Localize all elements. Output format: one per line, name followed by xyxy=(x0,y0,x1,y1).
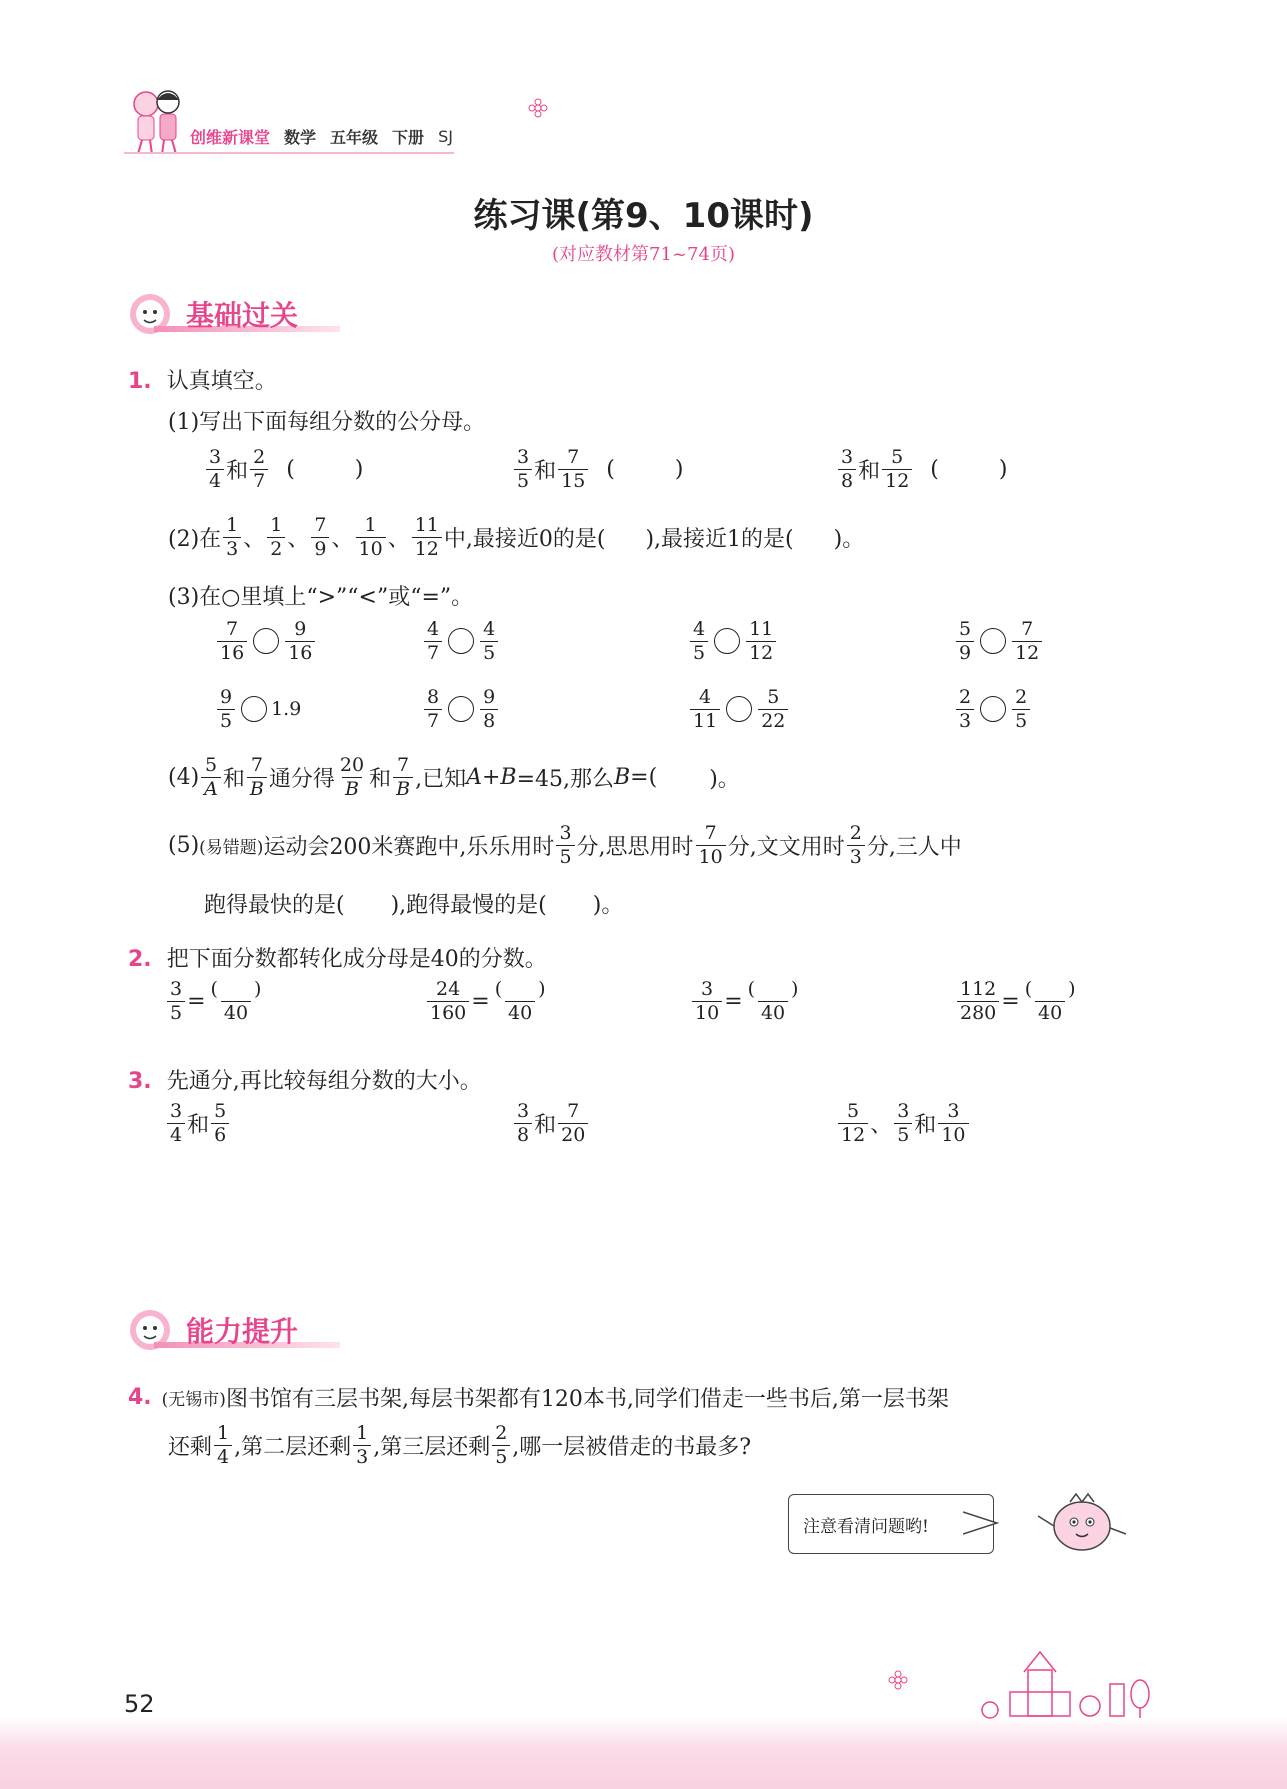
numerator: 2 xyxy=(849,822,862,844)
paren-close: ) xyxy=(791,978,799,1000)
denominator: 2 xyxy=(267,537,285,561)
flower-icon xyxy=(888,1670,908,1690)
denominator: 7 xyxy=(424,641,442,665)
text-segment: 分,文文用时 xyxy=(727,834,845,860)
denominator: 10 xyxy=(696,845,726,869)
castle-illustration xyxy=(950,1650,1170,1720)
compare-circle[interactable] xyxy=(241,696,267,722)
text-segment: ,已知 xyxy=(415,766,467,792)
fraction xyxy=(424,618,442,665)
fraction xyxy=(393,754,413,801)
denominator: 10 xyxy=(938,1123,968,1147)
fraction xyxy=(956,618,974,665)
fraction xyxy=(492,1422,510,1469)
denominator: 15 xyxy=(558,469,588,493)
compare-circle[interactable] xyxy=(726,696,752,722)
numerator: 2 xyxy=(495,1422,508,1444)
separator: 、 xyxy=(331,526,354,552)
fraction xyxy=(838,1100,868,1147)
numerator: 1 xyxy=(270,514,283,536)
denominator: 7 xyxy=(250,469,268,493)
variable-b: B xyxy=(500,764,517,790)
denominator: 5 xyxy=(492,1445,510,1469)
page-title: 练习课(第9、10课时) xyxy=(473,196,814,236)
common-denominator-pair xyxy=(512,446,683,493)
header-kids-illustration xyxy=(124,84,188,156)
compare-group xyxy=(165,1100,231,1147)
text-segment: 通分得 xyxy=(268,766,335,792)
source-tag: (无锡市) xyxy=(161,1390,226,1410)
numerator: 11 xyxy=(749,618,774,640)
compare-circle[interactable] xyxy=(448,628,474,654)
denominator: 4 xyxy=(214,1445,232,1469)
numerator: 3 xyxy=(559,822,572,844)
fraction xyxy=(758,686,788,733)
q4-line2 xyxy=(168,1422,751,1469)
compare-circle[interactable] xyxy=(714,628,740,654)
compare-item xyxy=(215,686,301,733)
denominator: 12 xyxy=(412,537,442,561)
equals-sign: = xyxy=(724,988,743,1014)
denominator: 6 xyxy=(211,1123,229,1147)
target-fraction xyxy=(745,978,802,1025)
fraction xyxy=(223,514,241,561)
fraction xyxy=(480,686,498,733)
fraction xyxy=(692,978,722,1025)
and-text: 和 xyxy=(858,458,881,484)
text-segment: )。 xyxy=(709,766,740,792)
compare-item xyxy=(688,618,778,665)
compare-item xyxy=(422,686,500,733)
denominator: 9 xyxy=(956,641,974,665)
numerator: 9 xyxy=(294,618,307,640)
fraction xyxy=(201,754,221,801)
numerator: 2 xyxy=(253,446,266,468)
text-segment: =45,那么 xyxy=(516,766,614,792)
numerator: 3 xyxy=(841,446,854,468)
numerator: 7 xyxy=(1021,618,1034,640)
tip-text: 注意看清问题哟! xyxy=(803,1516,929,1537)
compare-circle[interactable] xyxy=(448,696,474,722)
fraction xyxy=(311,514,329,561)
denominator: 160 xyxy=(427,1001,469,1025)
fraction xyxy=(167,1100,185,1147)
footer-band xyxy=(0,1716,1287,1789)
compare-item xyxy=(954,618,1044,665)
q2-heading xyxy=(128,942,547,973)
question-number: 3. xyxy=(128,1069,152,1094)
numerator-blank[interactable] xyxy=(1022,978,1079,1001)
text-segment: 还剩 xyxy=(168,1434,213,1460)
page-subtitle: (对应教材第71~74页) xyxy=(552,244,735,265)
header-underline xyxy=(124,152,454,154)
fraction xyxy=(206,446,224,493)
compare-item xyxy=(688,686,790,733)
convert-item xyxy=(165,978,266,1025)
answer-paren-open: ( xyxy=(930,456,939,482)
fraction xyxy=(480,618,498,665)
fraction xyxy=(412,514,442,561)
compare-circle[interactable] xyxy=(253,628,279,654)
separator: 、 xyxy=(387,526,410,552)
numerator: 7 xyxy=(250,754,263,776)
section-basic-heading xyxy=(128,292,344,338)
numerator: 4 xyxy=(699,686,712,708)
denominator: 280 xyxy=(957,1001,999,1025)
numerator: 4 xyxy=(427,618,440,640)
numerator: 5 xyxy=(204,754,218,776)
question-text: 先通分,再比较每组分数的大小。 xyxy=(166,1069,482,1094)
denominator: 40 xyxy=(221,1001,251,1025)
numerator: 3 xyxy=(517,1100,530,1122)
fraction xyxy=(1012,686,1030,733)
paren-open: ( xyxy=(1024,978,1033,1000)
numerator: 7 xyxy=(226,618,239,640)
text-segment: =( xyxy=(630,764,658,790)
numerator: 7 xyxy=(704,822,717,844)
numerator: 7 xyxy=(314,514,327,536)
question-text: 图书馆有三层书架,每层书架都有120本书,同学们借走一些书后,第一层书架 xyxy=(225,1387,949,1412)
numerator: 2 xyxy=(959,686,972,708)
part-label: (4) xyxy=(168,764,200,790)
error-prone-tag: (易错题) xyxy=(199,837,264,858)
answer-paren-open: ( xyxy=(286,456,295,482)
q4-line1 xyxy=(128,1382,949,1413)
numerator: 3 xyxy=(897,1100,910,1122)
text-segment: 分,三人中 xyxy=(866,834,962,860)
common-denominator-pair xyxy=(836,446,1007,493)
compare-item xyxy=(215,618,317,665)
denominator: 3 xyxy=(353,1445,371,1469)
text-segment: 跑得最快的是( xyxy=(204,893,345,918)
denominator: 5 xyxy=(690,641,708,665)
fraction xyxy=(690,618,708,665)
fraction xyxy=(337,754,367,801)
question-number: 4. xyxy=(128,1385,152,1410)
numerator: 2 xyxy=(1015,686,1028,708)
section-advanced-heading xyxy=(128,1308,344,1354)
answer-paren-close: ) xyxy=(674,456,684,482)
text-segment: ),最接近1的是( xyxy=(645,526,794,552)
fraction xyxy=(514,1100,532,1147)
variable-a: A xyxy=(466,764,482,790)
section-title: 基础过关 xyxy=(186,299,299,332)
question-text: 把下面分数都转化成分母是40的分数。 xyxy=(166,947,547,972)
numerator: 3 xyxy=(701,978,714,1000)
denominator: 5 xyxy=(167,1001,185,1025)
numerator-blank[interactable] xyxy=(208,978,265,1001)
and-text: 和 xyxy=(369,766,392,792)
q1-part5-line2 xyxy=(204,888,623,919)
numerator: 5 xyxy=(214,1100,227,1122)
flower-icon xyxy=(528,98,548,118)
q1-part4 xyxy=(168,754,740,801)
denominator: 8 xyxy=(514,1123,532,1147)
fraction xyxy=(957,978,999,1025)
target-fraction xyxy=(492,978,549,1025)
fraction xyxy=(938,1100,968,1147)
numerator: 1 xyxy=(364,514,377,536)
numerator: 5 xyxy=(891,446,904,468)
and-text: 和 xyxy=(226,458,249,484)
subject: 数学 xyxy=(284,128,317,147)
denominator: 4 xyxy=(167,1123,185,1147)
denominator: 3 xyxy=(956,709,974,733)
denominator: B xyxy=(393,777,413,801)
numerator: 3 xyxy=(947,1100,960,1122)
equals-sign: = xyxy=(187,988,206,1014)
section-title: 能力提升 xyxy=(186,1315,299,1348)
fraction xyxy=(847,822,865,869)
numerator: 20 xyxy=(339,754,365,776)
denominator: 3 xyxy=(223,537,241,561)
text-segment: ,第二层还剩 xyxy=(234,1434,352,1460)
running-header xyxy=(190,125,453,148)
convert-item xyxy=(425,978,551,1025)
answer-paren-open: ( xyxy=(606,456,615,482)
denominator: 20 xyxy=(558,1123,588,1147)
paren-close: ) xyxy=(1068,978,1076,1000)
denominator: 11 xyxy=(690,709,720,733)
question-number: 2. xyxy=(128,947,152,972)
denominator: B xyxy=(247,777,267,801)
numerator: 5 xyxy=(847,1100,860,1122)
convert-item xyxy=(690,978,803,1025)
fraction xyxy=(696,822,726,869)
fraction xyxy=(956,686,974,733)
denominator: 40 xyxy=(758,1001,788,1025)
compare-circle[interactable] xyxy=(980,628,1006,654)
fraction xyxy=(356,514,386,561)
text-segment: 中,最接近0的是( xyxy=(443,526,606,552)
question-text: 认真填空。 xyxy=(166,369,277,394)
text-segment: ,第三层还剩 xyxy=(373,1434,491,1460)
fraction xyxy=(217,686,235,733)
denominator: 12 xyxy=(838,1123,868,1147)
edition: SJ xyxy=(438,127,453,146)
separator: 、 xyxy=(243,526,266,552)
denominator: 7 xyxy=(424,709,442,733)
numerator: 3 xyxy=(170,978,183,1000)
bubble-pointer xyxy=(963,1508,1001,1538)
denominator: 9 xyxy=(311,537,329,561)
denominator: 5 xyxy=(480,641,498,665)
fraction xyxy=(214,1422,232,1469)
fraction xyxy=(558,1100,588,1147)
fraction xyxy=(556,822,574,869)
term: 下册 xyxy=(392,128,425,147)
denominator: 40 xyxy=(1035,1001,1065,1025)
denominator: 12 xyxy=(882,469,912,493)
fraction xyxy=(167,978,185,1025)
denominator: 5 xyxy=(1012,709,1030,733)
answer-paren-close: ) xyxy=(998,456,1008,482)
decimal-value: 1.9 xyxy=(271,698,302,721)
brand-name: 创维新课堂 xyxy=(190,128,271,147)
denominator: 5 xyxy=(894,1123,912,1147)
q1-part1-text: (1)写出下面每组分数的公分母。 xyxy=(168,410,486,435)
separator: 、 xyxy=(870,1112,893,1138)
compare-group xyxy=(836,1100,971,1147)
compare-item xyxy=(954,686,1032,733)
fraction xyxy=(838,446,856,493)
numerator: 3 xyxy=(209,446,222,468)
paren-close: ) xyxy=(253,978,262,1000)
numerator: 1 xyxy=(217,1422,230,1444)
denominator: 8 xyxy=(480,709,498,733)
numerator: 8 xyxy=(427,686,440,708)
denominator: 12 xyxy=(746,641,776,665)
denominator: 10 xyxy=(356,537,386,561)
and-text: 和 xyxy=(534,458,557,484)
denominator: 4 xyxy=(206,469,224,493)
numerator: 4 xyxy=(693,618,706,640)
compare-item xyxy=(422,618,500,665)
denominator: 5 xyxy=(217,709,235,733)
and-text: 和 xyxy=(914,1112,937,1138)
fraction xyxy=(690,686,720,733)
denominator: 3 xyxy=(847,845,865,869)
numerator: 11 xyxy=(414,514,439,536)
and-text: 和 xyxy=(534,1112,557,1138)
mascot-icon xyxy=(1030,1486,1134,1558)
fraction xyxy=(1012,618,1042,665)
text-segment: )。 xyxy=(833,526,865,552)
fraction xyxy=(211,1100,229,1147)
fraction xyxy=(285,618,315,665)
numerator: 3 xyxy=(170,1100,183,1122)
denominator: 10 xyxy=(692,1001,722,1025)
equals-sign: = xyxy=(471,988,490,1014)
separator: 、 xyxy=(287,526,310,552)
fraction xyxy=(217,618,247,665)
q1-part2 xyxy=(168,514,864,561)
denominator: B xyxy=(342,777,362,801)
numerator: 1 xyxy=(226,514,239,536)
numerator: 3 xyxy=(517,446,530,468)
answer-paren-close: ) xyxy=(354,456,364,482)
q1-heading xyxy=(128,364,277,395)
paren-open: ( xyxy=(494,978,503,1000)
plus-sign: + xyxy=(481,764,501,790)
common-denominator-pair xyxy=(204,446,363,493)
fraction xyxy=(267,514,285,561)
denominator: 8 xyxy=(838,469,856,493)
denominator: 40 xyxy=(505,1001,535,1025)
fraction xyxy=(353,1422,371,1469)
numerator: 24 xyxy=(436,978,461,1000)
fraction xyxy=(427,978,469,1025)
numerator: 5 xyxy=(959,618,972,640)
text-segment: 分,思思用时 xyxy=(576,834,694,860)
q3-heading xyxy=(128,1064,482,1095)
numerator: 1 xyxy=(356,1422,369,1444)
numerator-blank[interactable] xyxy=(745,978,802,1001)
page-number: 52 xyxy=(124,1690,155,1718)
denominator: 16 xyxy=(285,641,315,665)
convert-item xyxy=(955,978,1081,1025)
fraction xyxy=(247,754,267,801)
fraction xyxy=(424,686,442,733)
q1-part5 xyxy=(168,822,962,869)
text-segment: 运动会200米赛跑中,乐乐用时 xyxy=(263,834,555,860)
numerator: 4 xyxy=(483,618,496,640)
numerator-blank[interactable] xyxy=(492,978,549,1001)
paren-open: ( xyxy=(210,978,218,1000)
fraction xyxy=(558,446,588,493)
paren-close: ) xyxy=(538,978,546,1000)
text-segment: )。 xyxy=(592,893,624,918)
denominator: 12 xyxy=(1012,641,1042,665)
question-number: 1. xyxy=(128,369,152,394)
denominator: A xyxy=(201,777,221,801)
numerator: 5 xyxy=(767,686,780,708)
and-text: 和 xyxy=(222,766,245,792)
fraction xyxy=(746,618,776,665)
text-segment: ,哪一层被借走的书最多? xyxy=(512,1434,752,1460)
denominator: 5 xyxy=(556,845,574,869)
paren-open: ( xyxy=(747,978,756,1000)
denominator: 22 xyxy=(758,709,788,733)
fraction xyxy=(882,446,912,493)
and-text: 和 xyxy=(187,1112,210,1138)
variable-b: B xyxy=(614,764,631,790)
part-label: (2)在 xyxy=(168,526,222,552)
grade: 五年级 xyxy=(330,128,379,147)
target-fraction xyxy=(208,978,265,1025)
fraction xyxy=(894,1100,912,1147)
numerator: 7 xyxy=(567,1100,580,1122)
numerator: 112 xyxy=(960,978,997,1000)
compare-circle[interactable] xyxy=(980,696,1006,722)
text-segment: ),跑得最慢的是( xyxy=(390,893,547,918)
fraction xyxy=(250,446,268,493)
fraction xyxy=(514,446,532,493)
denominator: 16 xyxy=(217,641,247,665)
numerator: 9 xyxy=(220,686,233,708)
numerator: 9 xyxy=(483,686,496,708)
part-label: (5) xyxy=(168,832,200,858)
compare-group xyxy=(512,1100,590,1147)
numerator: 7 xyxy=(397,754,410,776)
equals-sign: = xyxy=(1001,988,1020,1014)
target-fraction xyxy=(1022,978,1079,1025)
q1-part3-text: (3)在○里填上“>”“<”或“=”。 xyxy=(168,585,474,610)
numerator: 7 xyxy=(567,446,580,468)
denominator: 5 xyxy=(514,469,532,493)
